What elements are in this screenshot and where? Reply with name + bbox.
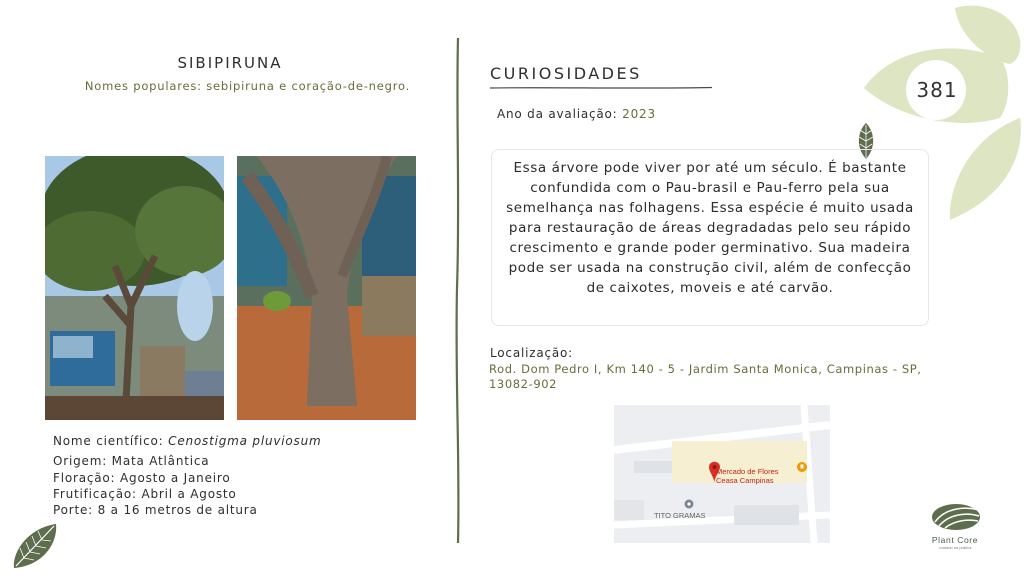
location-label: Localização: [490, 346, 574, 360]
column-divider [452, 38, 464, 543]
species-title: SIBIPIRUNA [177, 54, 283, 72]
tree-photo-trunk [237, 156, 416, 420]
evaluation-year [497, 107, 656, 121]
tree-photo-canopy [45, 156, 224, 420]
street-marker-icon [685, 500, 694, 509]
leaf-icon [10, 522, 60, 570]
plant-core-logo [915, 500, 997, 536]
brand-name: Plant Core [931, 535, 979, 545]
scientific-name-value: Cenostigma pluviosum [168, 434, 322, 448]
brand-tagline: cuidado na prática [938, 545, 972, 550]
curiosities-text: Essa árvore pode viver por até um século. É bastante confundida com o Pau-brasil e Pau-ferro pela sua semelhança nas folhagens. Essa espécie é muito usada para restauração de áreas degradadas pelo seu rápido crescimento e grande poder germinativo. Sua madeira pode ser usada na construção civil, além de confecção de caixotes, moveis e até carvão. [506, 160, 914, 296]
map-marker-icon [797, 462, 807, 472]
map-street-label: TITO GRAMAS [654, 511, 706, 520]
location-map[interactable] [614, 405, 830, 543]
evaluation-year-value: 2023 [622, 107, 656, 121]
title-underline [490, 86, 712, 90]
curiosities-title: CURIOSIDADES [490, 64, 642, 83]
map-place-label: Mercado de Flores Ceasa Campinas [716, 467, 779, 485]
scientific-name [53, 434, 322, 448]
leaf-shape-bottom [950, 118, 1021, 220]
page-number: 381 [916, 78, 958, 102]
curiosities-box [491, 149, 929, 326]
evaluation-year-label: Ano da avaliação: [497, 107, 618, 121]
location-address: Rod. Dom Pedro I, Km 140 - 5 - Jardim Santa Monica, Campinas - SP, 13082-902 [489, 362, 922, 391]
origin: Origem: Mata Atlântica [53, 454, 210, 468]
scientific-name-label: Nome científico: [53, 434, 164, 448]
fruiting: Frutificação: Abril a Agosto [53, 487, 237, 501]
flowering: Floração: Agosto a Janeiro [53, 471, 231, 485]
tree-size: Porte: 8 a 16 metros de altura [53, 503, 258, 517]
popular-names: Nomes populares: sebipiruna e coração-de-negro. [84, 79, 411, 93]
